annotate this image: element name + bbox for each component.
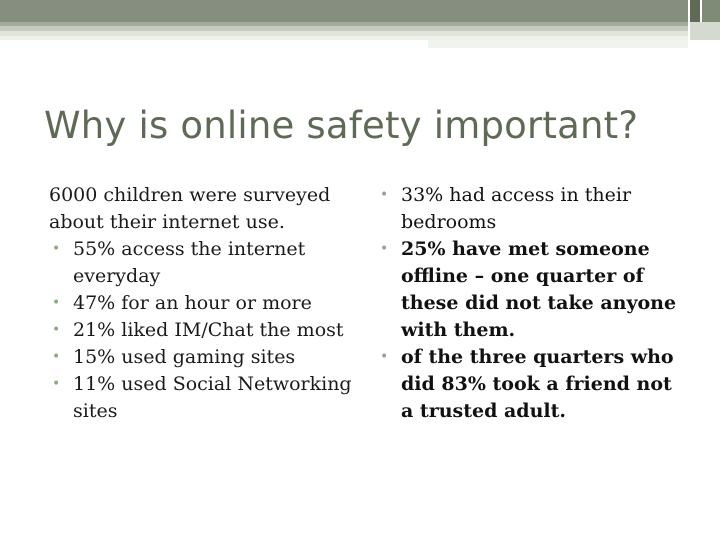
list-item: [377, 236, 677, 344]
left-bullet-list: [49, 236, 359, 425]
bullet-icon: •: [380, 241, 389, 257]
bullet-text: 33% had access in their bedrooms: [401, 184, 632, 233]
bullet-text: 21% liked IM/Chat the most: [73, 319, 344, 341]
bullet-icon: •: [380, 349, 389, 365]
list-item: [49, 290, 359, 317]
right-column: [377, 182, 677, 425]
bar-strip: [0, 0, 688, 22]
intro-text: 6000 children were surveyed about their internet use.: [49, 184, 331, 233]
bullet-icon: •: [52, 349, 61, 365]
bullet-icon: •: [52, 376, 61, 392]
list-item: [49, 344, 359, 371]
bar-tab: [428, 40, 688, 48]
bullet-text: 47% for an hour or more: [73, 292, 312, 314]
bullet-icon: •: [52, 295, 61, 311]
left-column: [49, 182, 359, 425]
decorative-top-bar: [0, 0, 720, 48]
list-item: [377, 344, 677, 425]
list-item: [49, 236, 359, 290]
list-item: [377, 182, 677, 236]
bar-square: [702, 0, 720, 22]
right-bullet-list: [377, 182, 677, 425]
list-item: [49, 317, 359, 344]
bullet-icon: •: [52, 241, 61, 257]
bar-square: [690, 22, 720, 40]
bullet-text: 15% used gaming sites: [73, 346, 296, 368]
bar-square: [690, 0, 700, 22]
bullet-icon: •: [52, 322, 61, 338]
slide-title: Why is online safety important?: [44, 104, 639, 147]
bullet-icon: •: [380, 187, 389, 203]
bullet-text: 55% access the internet everyday: [73, 238, 306, 287]
bullet-text: 11% used Social Networking sites: [73, 373, 352, 422]
bullet-text: 25% have met someone offline – one quarter of these did not take anyone with them.: [401, 238, 677, 341]
list-item: [49, 371, 359, 425]
bullet-text: of the three quarters who did 83% took a friend not a trusted adult.: [401, 346, 674, 422]
